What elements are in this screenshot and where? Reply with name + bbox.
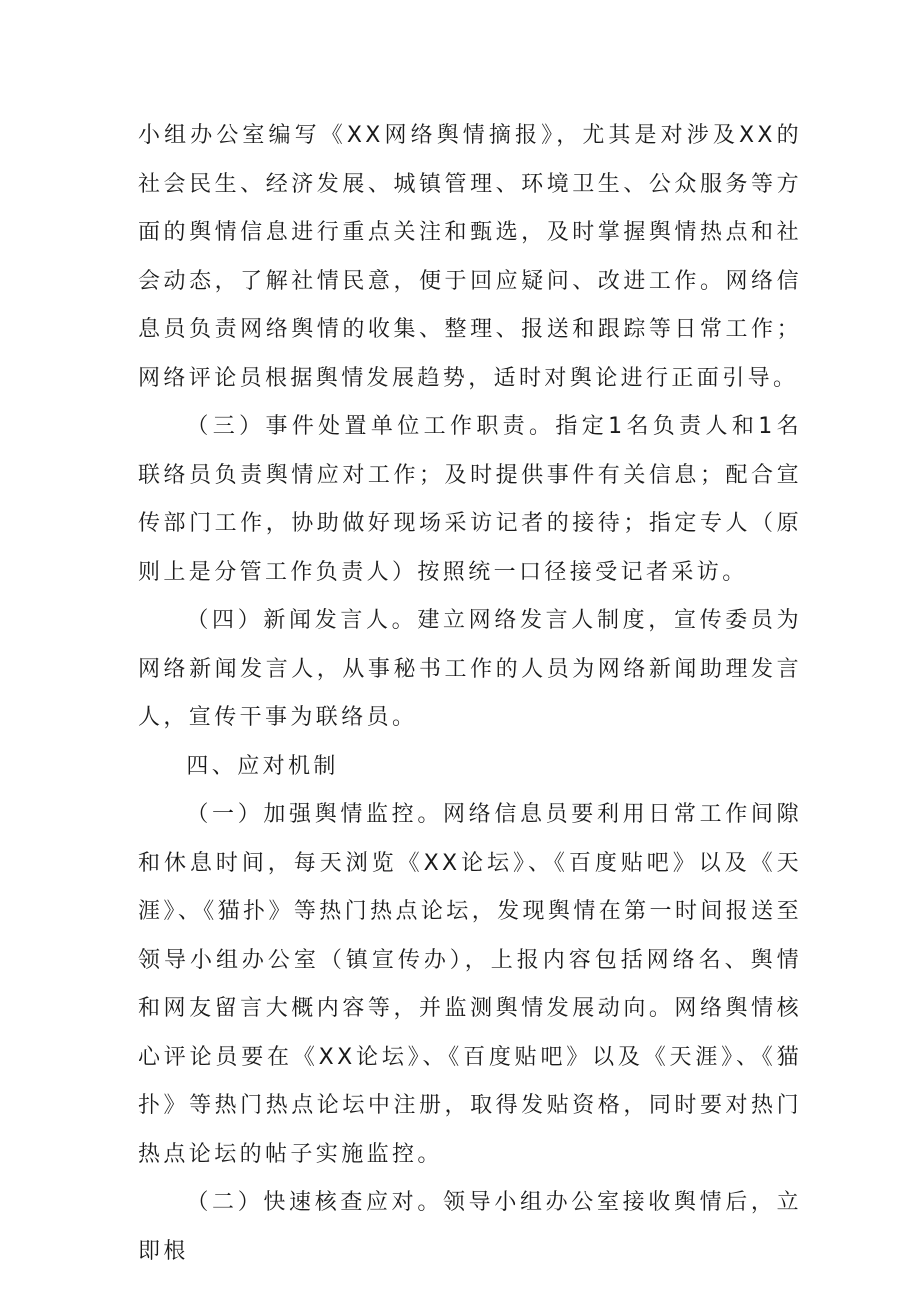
paragraph-section-four: （四）新闻发言人。建立网络发言人制度，宣传委员为网络新闻发言人，从事秘书工作的人员为网络新闻助理发言人，宣传干事为联络员。: [138, 608, 802, 730]
section-heading-response-mechanism: 四、应对机制: [186, 753, 339, 779]
paragraph-continuation: 小组办公室编写《XX网络舆情摘报》，尤其是对涉及XX的社会民生、经济发展、城镇管理、环境卫生、公众服务等方面的舆情信息进行重点关注和甄选，及时掌握舆情热点和社会动态，了解社情民意，便于回应疑问、改进工作。网络信息员负责网络舆情的收集、整理、报送和跟踪等日常工作；网络评论员根据舆情发展趋势，适时对舆论进行正面引导。: [138, 123, 802, 391]
paragraph-quick-verification: （二）快速核查应对。领导小组办公室接收舆情后，立即根: [138, 1190, 802, 1264]
paragraph-monitoring: （一）加强舆情监控。网络信息员要利用日常工作间隙和休息时间，每天浏览《XX论坛》、《百度贴吧》以及《天涯》、《猫扑》等热门热点论坛，发现舆情在第一时间报送至领导小组办公室（镇宣传办），上报内容包括网络名、舆情和网友留言大概内容等，并监测舆情发展动向。网络舆情核心评论员要在《XX论坛》、《百度贴吧》以及《天涯》、《猫扑》等热门热点论坛中注册，取得发贴资格，同时要对热门热点论坛的帖子实施监控。: [138, 802, 802, 1167]
paragraph-section-three: （三）事件处置单位工作职责。指定1名负责人和1名联络员负责舆情应对工作；及时提供事件有关信息；配合宣传部门工作，协助做好现场采访记者的接待；指定专人（原则上是分管工作负责人）按照统一口径接受记者采访。: [138, 414, 802, 585]
document-body: [138, 112, 802, 1276]
